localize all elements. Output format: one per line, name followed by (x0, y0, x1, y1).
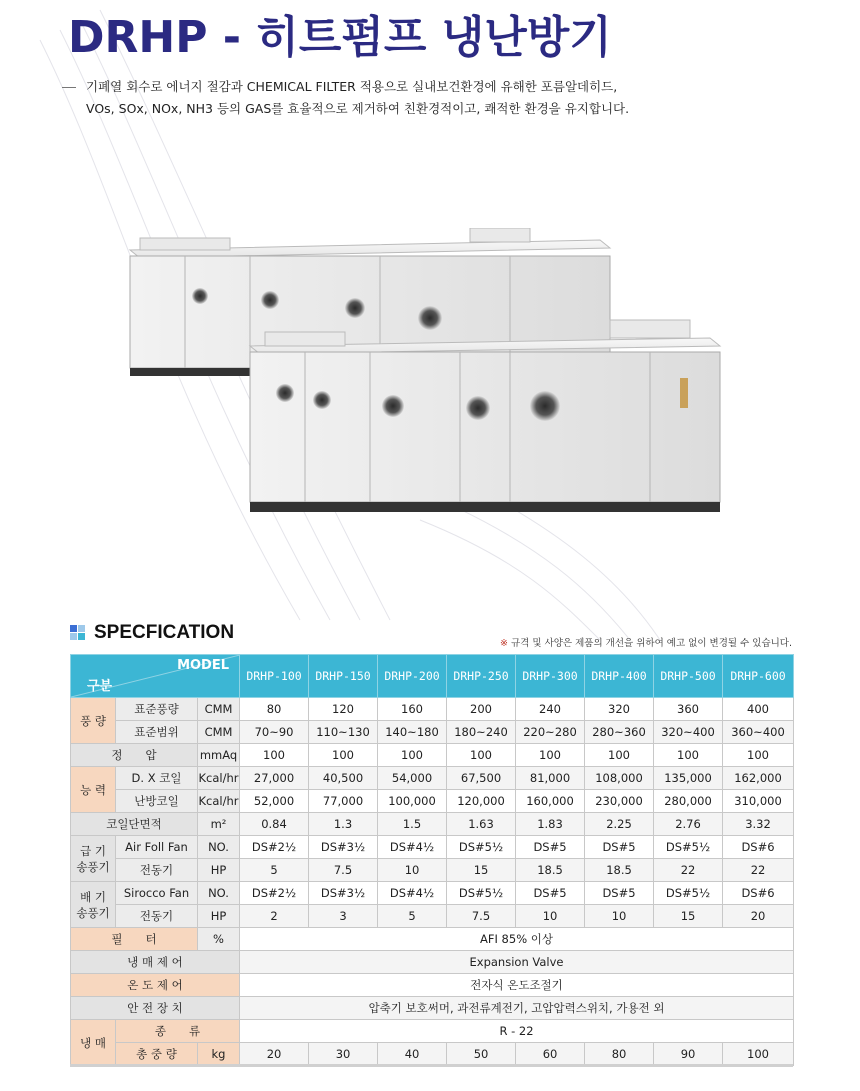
intro-line-1: 기폐열 회수로 에너지 절감과 CHEMICAL FILTER 적용으로 실내보건환경에 유해한 포름알데히드, (86, 79, 618, 94)
cell: 40,500 (309, 767, 378, 790)
row-unit: NO. (198, 882, 240, 905)
row-subcategory: 총 중 량 (116, 1043, 198, 1066)
spec-bullet-icon (70, 625, 86, 641)
cell: 100 (309, 744, 378, 767)
cell: 360~400 (723, 721, 794, 744)
cell: 400 (723, 698, 794, 721)
row-unit: mmAq (198, 744, 240, 767)
cell: 100,000 (378, 790, 447, 813)
cell: 2.76 (654, 813, 723, 836)
cell: 310,000 (723, 790, 794, 813)
row-category: 급 기 송풍기 (71, 836, 116, 882)
row-category: 안 전 장 치 (71, 997, 240, 1020)
cell: 5 (378, 905, 447, 928)
cell: 120,000 (447, 790, 516, 813)
row-category: 코일단면적 (71, 813, 198, 836)
spec-notice: ※ 규격 및 사양은 제품의 개선을 위하여 예고 없이 변경될 수 있습니다. (500, 638, 792, 649)
cell: 110~130 (309, 721, 378, 744)
cell: 52,000 (240, 790, 309, 813)
row-category: 풍 량 (71, 698, 116, 744)
cell: 160 (378, 698, 447, 721)
cell: 70~90 (240, 721, 309, 744)
cell: DS#5 (516, 882, 585, 905)
table-row (71, 1020, 794, 1043)
cell: 200 (447, 698, 516, 721)
cell: 1.83 (516, 813, 585, 836)
cell: 100 (654, 744, 723, 767)
cell: 160,000 (516, 790, 585, 813)
cell: 18.5 (516, 859, 585, 882)
cell: 54,000 (378, 767, 447, 790)
row-category: 냉 매 제 어 (71, 951, 240, 974)
cell: DS#5 (516, 836, 585, 859)
merged-cell: 전자식 온도조절기 (240, 974, 794, 997)
table-row (71, 813, 794, 836)
cell: 360 (654, 698, 723, 721)
table-row (71, 974, 794, 997)
cell: DS#3½ (309, 882, 378, 905)
cell: 135,000 (654, 767, 723, 790)
model-header: DRHP-200 (378, 655, 447, 698)
cell: DS#2½ (240, 882, 309, 905)
cell: 40 (378, 1043, 447, 1066)
cell: 22 (723, 859, 794, 882)
cell: 30 (309, 1043, 378, 1066)
cell: 60 (516, 1043, 585, 1066)
cell: 3.32 (723, 813, 794, 836)
merged-cell: R - 22 (240, 1020, 794, 1043)
model-header: DRHP-250 (447, 655, 516, 698)
cell: 10 (516, 905, 585, 928)
cell: 50 (447, 1043, 516, 1066)
spec-title: SPECFICATION (94, 622, 235, 643)
cell: DS#3½ (309, 836, 378, 859)
row-subcategory: 전동기 (116, 859, 198, 882)
model-header: DRHP-150 (309, 655, 378, 698)
cell: 3 (309, 905, 378, 928)
cell: DS#5½ (447, 882, 516, 905)
cell: 10 (378, 859, 447, 882)
cell: 1.63 (447, 813, 516, 836)
cell: 20 (240, 1043, 309, 1066)
table-bottom-rule (70, 1064, 793, 1067)
cell: 90 (654, 1043, 723, 1066)
cell: 15 (654, 905, 723, 928)
cell: DS#4½ (378, 836, 447, 859)
row-subcategory: Sirocco Fan (116, 882, 198, 905)
cell: 0.84 (240, 813, 309, 836)
cell: 120 (309, 698, 378, 721)
model-header: DRHP-400 (585, 655, 654, 698)
table-row (71, 859, 794, 882)
cell: 5 (240, 859, 309, 882)
cell: 100 (723, 1043, 794, 1066)
cell: DS#6 (723, 836, 794, 859)
cell: 280~360 (585, 721, 654, 744)
cell: 320 (585, 698, 654, 721)
cell: 2.25 (585, 813, 654, 836)
row-subcategory: 종 류 (116, 1020, 240, 1043)
table-row (71, 698, 794, 721)
cell: 15 (447, 859, 516, 882)
row-category: 배 기 송풍기 (71, 882, 116, 928)
row-category: 냉 매 (71, 1020, 116, 1066)
model-header: DRHP-300 (516, 655, 585, 698)
row-category: 정 압 (71, 744, 198, 767)
cell: 1.3 (309, 813, 378, 836)
cell: 100 (585, 744, 654, 767)
dash-marker (62, 87, 76, 88)
row-subcategory: D. X 코일 (116, 767, 198, 790)
row-unit: kg (198, 1043, 240, 1066)
table-row (71, 1043, 794, 1066)
row-subcategory: 난방코일 (116, 790, 198, 813)
row-unit: Kcal/hr (198, 790, 240, 813)
cell: 100 (447, 744, 516, 767)
table-row (71, 721, 794, 744)
cell: DS#6 (723, 882, 794, 905)
spec-table (70, 654, 794, 1066)
row-subcategory: 전동기 (116, 905, 198, 928)
row-category: 능 력 (71, 767, 116, 813)
merged-cell: AFI 85% 이상 (240, 928, 794, 951)
cell: 100 (516, 744, 585, 767)
table-row (71, 905, 794, 928)
row-unit: % (198, 928, 240, 951)
cell: 2 (240, 905, 309, 928)
cell: 220~280 (516, 721, 585, 744)
row-unit: CMM (198, 698, 240, 721)
intro-line-2: VOs, SOx, NOx, NH3 등의 GAS를 효율적으로 제거하여 친환경적이고, 쾌적한 환경을 유지합니다. (86, 101, 630, 116)
cell: 20 (723, 905, 794, 928)
spec-heading (70, 622, 234, 644)
row-category: 온 도 제 어 (71, 974, 240, 997)
cell: 100 (240, 744, 309, 767)
row-category: 필 터 (71, 928, 198, 951)
row-unit: HP (198, 905, 240, 928)
intro-text (62, 76, 629, 120)
front-unit (250, 320, 720, 512)
cell: DS#5 (585, 836, 654, 859)
cell: 7.5 (447, 905, 516, 928)
cell: 320~400 (654, 721, 723, 744)
row-subcategory: 표준범위 (116, 721, 198, 744)
row-unit: m² (198, 813, 240, 836)
page-title: DRHP - 히트펌프 냉난방기 (68, 12, 612, 63)
cell: 80 (240, 698, 309, 721)
cell: 67,500 (447, 767, 516, 790)
cell: 27,000 (240, 767, 309, 790)
table-row (71, 997, 794, 1020)
cell: 10 (585, 905, 654, 928)
cell: 240 (516, 698, 585, 721)
cell: 108,000 (585, 767, 654, 790)
table-row (71, 836, 794, 859)
table-row (71, 951, 794, 974)
header-corner (71, 655, 240, 698)
table-row (71, 928, 794, 951)
row-unit: CMM (198, 721, 240, 744)
cell: 7.5 (309, 859, 378, 882)
cell: DS#4½ (378, 882, 447, 905)
cell: 1.5 (378, 813, 447, 836)
model-header: DRHP-100 (240, 655, 309, 698)
row-unit: Kcal/hr (198, 767, 240, 790)
cell: DS#5½ (654, 882, 723, 905)
merged-cell: Expansion Valve (240, 951, 794, 974)
table-row (71, 790, 794, 813)
table-row (71, 882, 794, 905)
cell: 162,000 (723, 767, 794, 790)
cell: 22 (654, 859, 723, 882)
cell: 180~240 (447, 721, 516, 744)
category-label: 구분 (87, 679, 113, 694)
product-image (110, 228, 760, 548)
table-header-row (71, 655, 794, 698)
row-subcategory: 표준풍량 (116, 698, 198, 721)
row-unit: NO. (198, 836, 240, 859)
cell: DS#5½ (447, 836, 516, 859)
cell: DS#5½ (654, 836, 723, 859)
table-row (71, 744, 794, 767)
row-unit: HP (198, 859, 240, 882)
cell: 230,000 (585, 790, 654, 813)
cell: 280,000 (654, 790, 723, 813)
cell: 18.5 (585, 859, 654, 882)
cell: 80 (585, 1043, 654, 1066)
model-label: MODEL (177, 658, 230, 673)
cell: 100 (378, 744, 447, 767)
cell: 100 (723, 744, 794, 767)
cell: 81,000 (516, 767, 585, 790)
cell: 140~180 (378, 721, 447, 744)
merged-cell: 압축기 보호써머, 과전류계전기, 고압압력스위치, 가용전 외 (240, 997, 794, 1020)
model-header: DRHP-500 (654, 655, 723, 698)
cell: DS#5 (585, 882, 654, 905)
table-row (71, 767, 794, 790)
cell: 77,000 (309, 790, 378, 813)
model-header: DRHP-600 (723, 655, 794, 698)
cell: DS#2½ (240, 836, 309, 859)
row-subcategory: Air Foll Fan (116, 836, 198, 859)
